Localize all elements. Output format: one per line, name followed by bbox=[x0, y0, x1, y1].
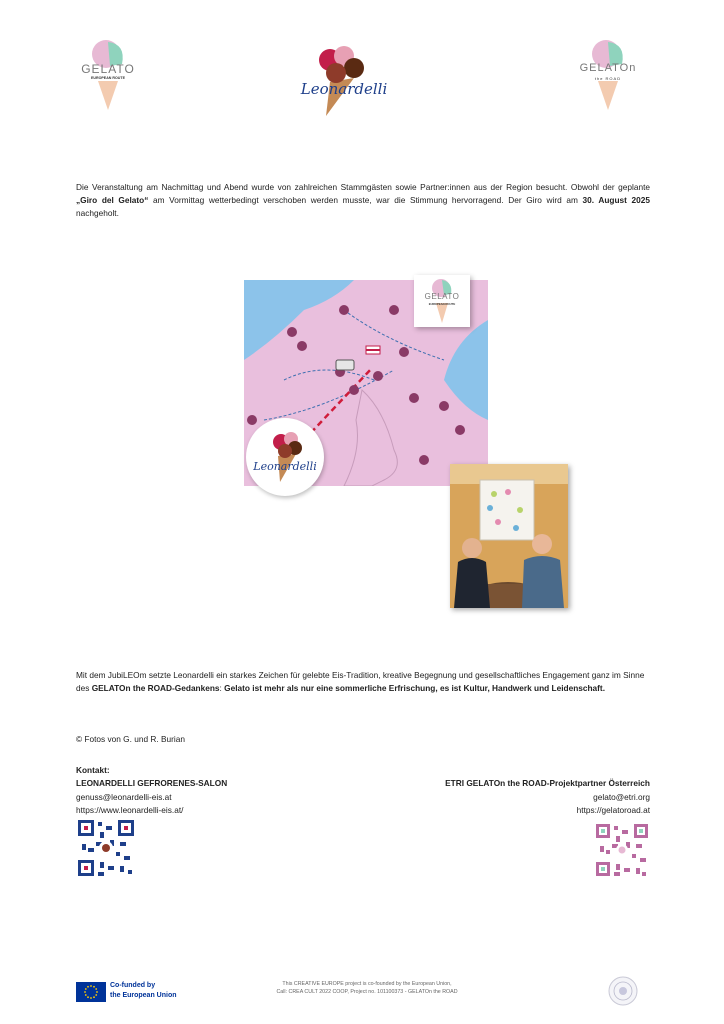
contact-right-name: ETRI GELATOn the ROAD-Projektpartner Österreich bbox=[445, 778, 650, 788]
map-gelato-logo-card bbox=[414, 275, 470, 327]
motto: Gelato ist mehr als nur eine sommerliche Erfrischung, es ist Kultur, Handwerk und Leidenschaft. bbox=[224, 683, 606, 693]
intro-text-3: nachgeholt. bbox=[76, 208, 119, 218]
logo-right-word: GELATOn bbox=[579, 62, 637, 74]
intro-text-2: am Vormittag wetterbedingt verschoben werden musste, war die Stimmung hervorragend. Der Giro wird am bbox=[148, 195, 583, 205]
logo-left-word: GELATO bbox=[81, 62, 135, 76]
concept-name: GELATOn the ROAD-Gedankens bbox=[91, 683, 220, 693]
giro-del-gelato-label: „Giro del Gelato“ bbox=[76, 195, 149, 205]
contact-left-name: LEONARDELLI GEFRORENES-SALON bbox=[76, 778, 228, 788]
eu-cofunded-line2: the European Union bbox=[110, 992, 177, 999]
intro-text-1: Die Veranstaltung am Nachmittag und Abend wurde von zahlreichen Stammgästen sowie Partner:innen aus der Region besucht. Obwohl der geplante bbox=[76, 182, 650, 192]
qr-code-gelatoroad[interactable] bbox=[594, 822, 650, 878]
qr-code-leonardelli[interactable] bbox=[76, 818, 136, 878]
disclaimer-line1: This CREATIVE EUROPE project is co-founded by the European Union, bbox=[282, 981, 452, 987]
gelaton-the-road-logo bbox=[576, 36, 640, 112]
disclaimer-line2: Call: CREA CULT 2022 COOP, Project no. 101100373 - GELATOn the ROAD bbox=[276, 989, 458, 995]
contact-right-url[interactable]: https://gelatoroad.at bbox=[576, 805, 650, 815]
giro-date: 30. August 2025 bbox=[582, 195, 650, 205]
closing-paragraph bbox=[76, 669, 650, 695]
eu-flag bbox=[76, 982, 106, 1002]
map-leonardelli-badge bbox=[246, 418, 324, 496]
logo-right-tagline: the ROAD bbox=[594, 76, 622, 81]
map-logo-word: GELATO bbox=[424, 292, 460, 301]
intro-paragraph bbox=[76, 181, 650, 220]
photo-credit: © Fotos von G. und R. Burian bbox=[76, 734, 185, 744]
closing-text-1: Mit dem JubiLEOm setzte Leonardelli ein starkes Zeichen für gelebte Eis-Tradition, kreative Begegnung und gesellschaftliches Engagement ganz im Sinne des bbox=[76, 670, 645, 693]
badge-brand-text: Leonardelli bbox=[253, 460, 317, 473]
logo-left-tagline: EUROPEAN ROUTE bbox=[91, 76, 125, 80]
contact-left-url[interactable]: https://www.leonardelli-eis.at/ bbox=[76, 805, 184, 815]
contact-left-email[interactable]: genuss@leonardelli-eis.at bbox=[76, 792, 172, 802]
partner-seal-logo bbox=[608, 976, 638, 1006]
leonardelli-logo bbox=[300, 40, 400, 118]
contact-right-email[interactable]: gelato@etri.org bbox=[593, 792, 650, 802]
contact-heading: Kontakt: bbox=[76, 765, 110, 775]
leonardelli-logo-text: Leonardelli bbox=[300, 80, 388, 98]
eu-cofunded-line1: Co-funded by bbox=[110, 982, 156, 989]
closing-text-2: : bbox=[219, 683, 225, 693]
event-photo bbox=[450, 464, 568, 608]
map-logo-tagline: EUROPEAN ROUTE bbox=[428, 302, 456, 306]
